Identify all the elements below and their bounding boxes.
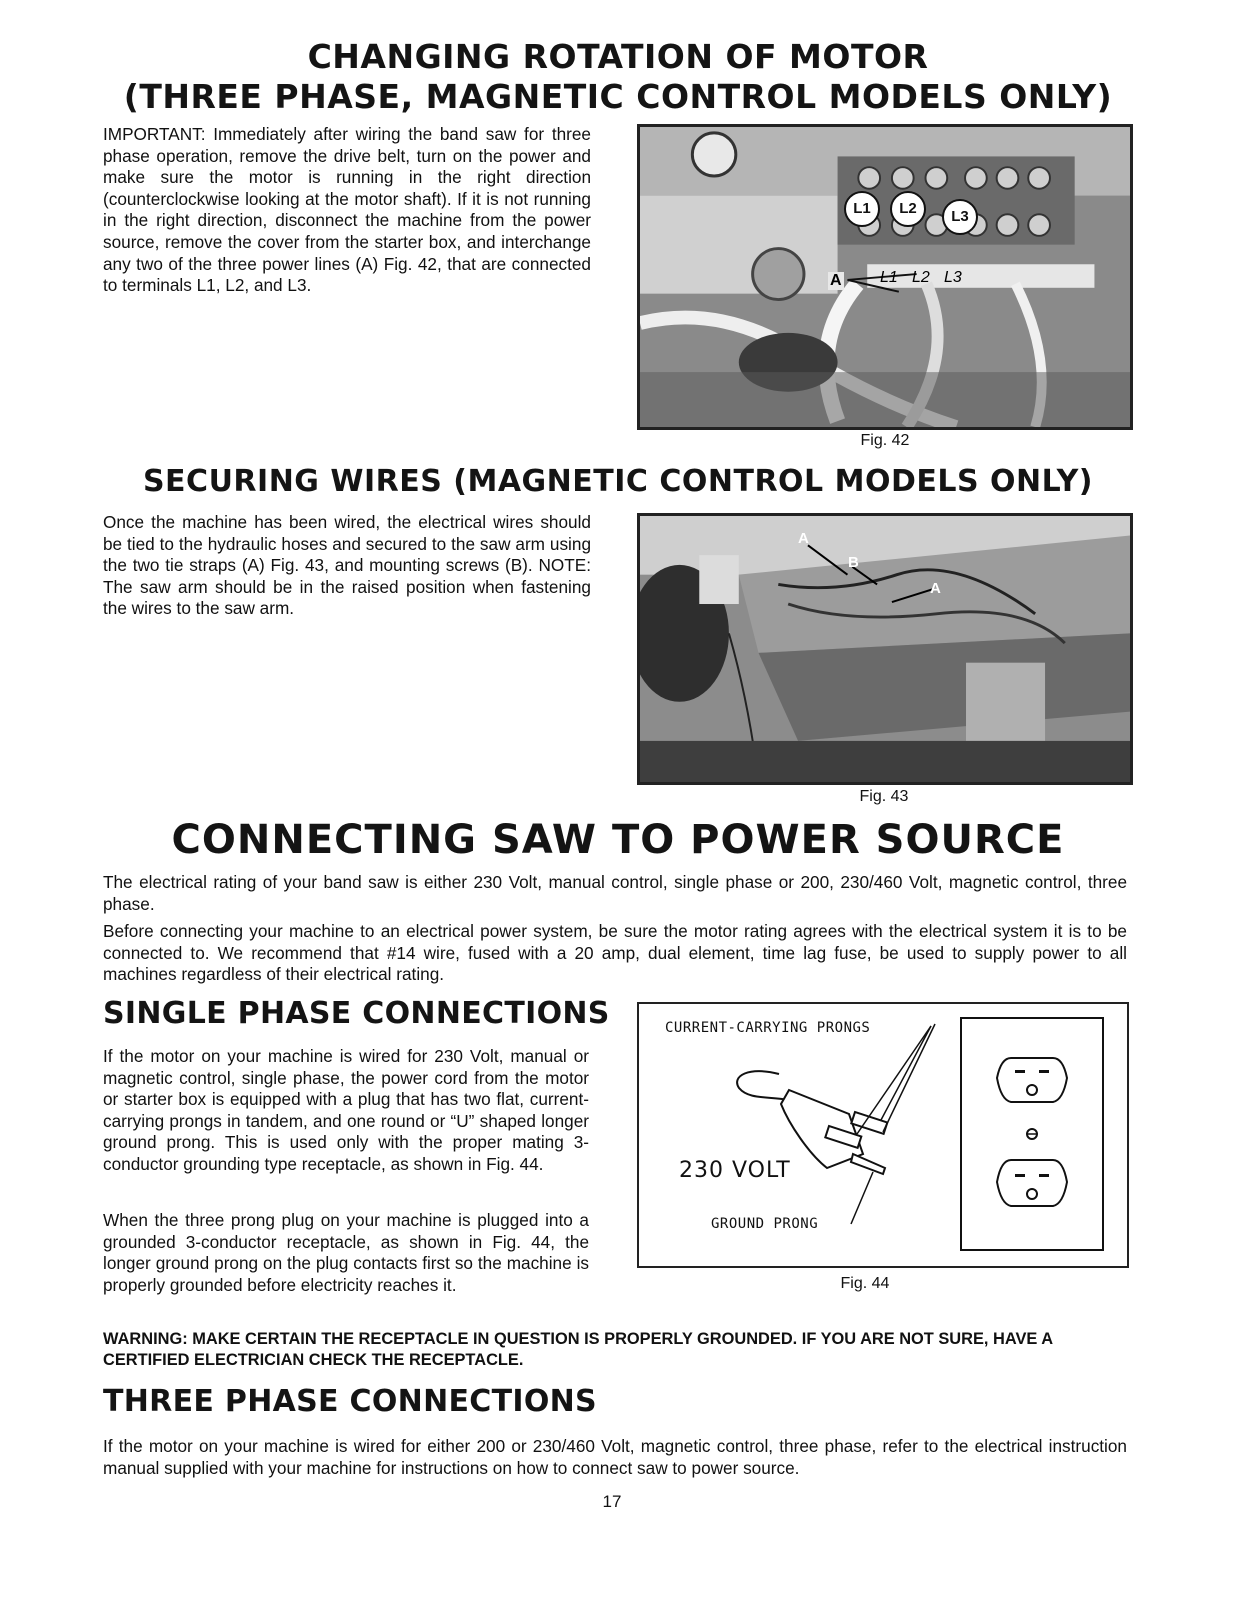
fig43-caption: Fig. 43	[859, 788, 909, 805]
single-phase-paragraph-1: If the motor on your machine is wired for 230 Volt, manual or magnetic control, single phase, the power cord from the motor or starter box is equipped with a plug that has two flat, current-carrying prongs in tandem, and one round or “U” shaped longer ground prong. This is used only with the proper mating 3-conductor grounding type receptacle, as shown in Fig. 44.	[103, 1046, 589, 1174]
rotation-heading	[60, 38, 1176, 118]
fig42-callout-l3: L3	[942, 199, 978, 235]
fig42-callout-l2: L2	[890, 191, 926, 227]
rotation-paragraph: IMPORTANT: Immediately after wiring the band saw for three phase operation, remove the drive belt, turn on the power and make sure the motor is running in the right direction (counterclockwise looking at the motor shaft). If it is not running in the right direction, disconnect the machine from the power source, remove the cover from the starter box, and interchange any two of the three power lines (A) Fig. 42, that are connected to terminals L1, L2, and L3.	[103, 124, 591, 296]
fig44-caption: Fig. 44	[840, 1275, 890, 1292]
connecting-heading: CONNECTING SAW TO POWER SOURCE	[171, 817, 1065, 863]
fig42-callout-l1: L1	[844, 191, 880, 227]
connecting-paragraph-2: Before connecting your machine to an electrical power system, be sure the motor rating agrees with the electrical system it is to be connected to. We recommend that #14 wire, fused with a 20 amp, dual element, time lag fuse, be used to supply power to all machines regardless of their electrical rating.	[103, 921, 1127, 985]
fig44-label-ground: GROUND PRONG	[711, 1216, 819, 1232]
fig44-label-prongs: CURRENT-CARRYING PRONGS	[665, 1020, 871, 1036]
securing-paragraph: Once the machine has been wired, the electrical wires should be tied to the hydraulic hoses and secured to the saw arm using the two tie straps (A) Fig. 43, and mounting screws (B). NOTE: The saw arm should be in the raised position when fastening the wires to the saw arm.	[103, 512, 591, 619]
fig43-callout-a1: A	[798, 530, 809, 547]
fig42-callout-a: A	[830, 272, 842, 289]
fig42-strip-l1: L1	[880, 269, 898, 286]
fig43-callout-a2: A	[930, 580, 941, 597]
securing-heading: SECURING WIRES (MAGNETIC CONTROL MODELS ONLY)	[142, 464, 1094, 499]
fig44-diagram	[637, 1002, 1129, 1268]
single-phase-paragraph-2: When the three prong plug on your machine is plugged into a grounded 3-conductor receptacle, as shown in Fig. 44, the longer ground prong on the plug contacts first so the machine is properly grounded before electricity reaches it.	[103, 1210, 589, 1295]
fig44-plug-drawing	[639, 1004, 1127, 1266]
fig42-photo	[637, 124, 1133, 430]
connecting-paragraph-1: The electrical rating of your band saw is either 230 Volt, manual control, single phase or 200, 230/460 Volt, magnetic control, three phase.	[103, 872, 1127, 914]
fig42-strip-l2: L2	[912, 269, 930, 286]
fig42-caption: Fig. 42	[860, 432, 910, 449]
fig44-label-volt: 230 VOLT	[679, 1158, 791, 1183]
single-phase-heading: SINGLE PHASE CONNECTIONS	[103, 996, 610, 1031]
fig43-callout-b: B	[848, 554, 859, 571]
fig42-strip-l3: L3	[944, 269, 962, 286]
warning-text: WARNING: MAKE CERTAIN THE RECEPTACLE IN QUESTION IS PROPERLY GROUNDED. IF YOU ARE NOT SURE, HAVE A CERTIFIED ELECTRICIAN CHECK THE RECEPTACLE.	[103, 1330, 1053, 1369]
three-phase-heading: THREE PHASE CONNECTIONS	[103, 1384, 597, 1419]
fig43-photo	[637, 513, 1133, 785]
three-phase-paragraph: If the motor on your machine is wired for either 200 or 230/460 Volt, magnetic control, three phase, refer to the electrical instruction manual supplied with your machine for instructions on how to connect saw to power source.	[103, 1436, 1127, 1478]
page-number: 17	[602, 1492, 622, 1511]
rotation-heading-line2: (THREE PHASE, MAGNETIC CONTROL MODELS ONLY)	[123, 77, 1113, 116]
rotation-heading-line1: CHANGING ROTATION OF MOTOR	[307, 37, 929, 76]
